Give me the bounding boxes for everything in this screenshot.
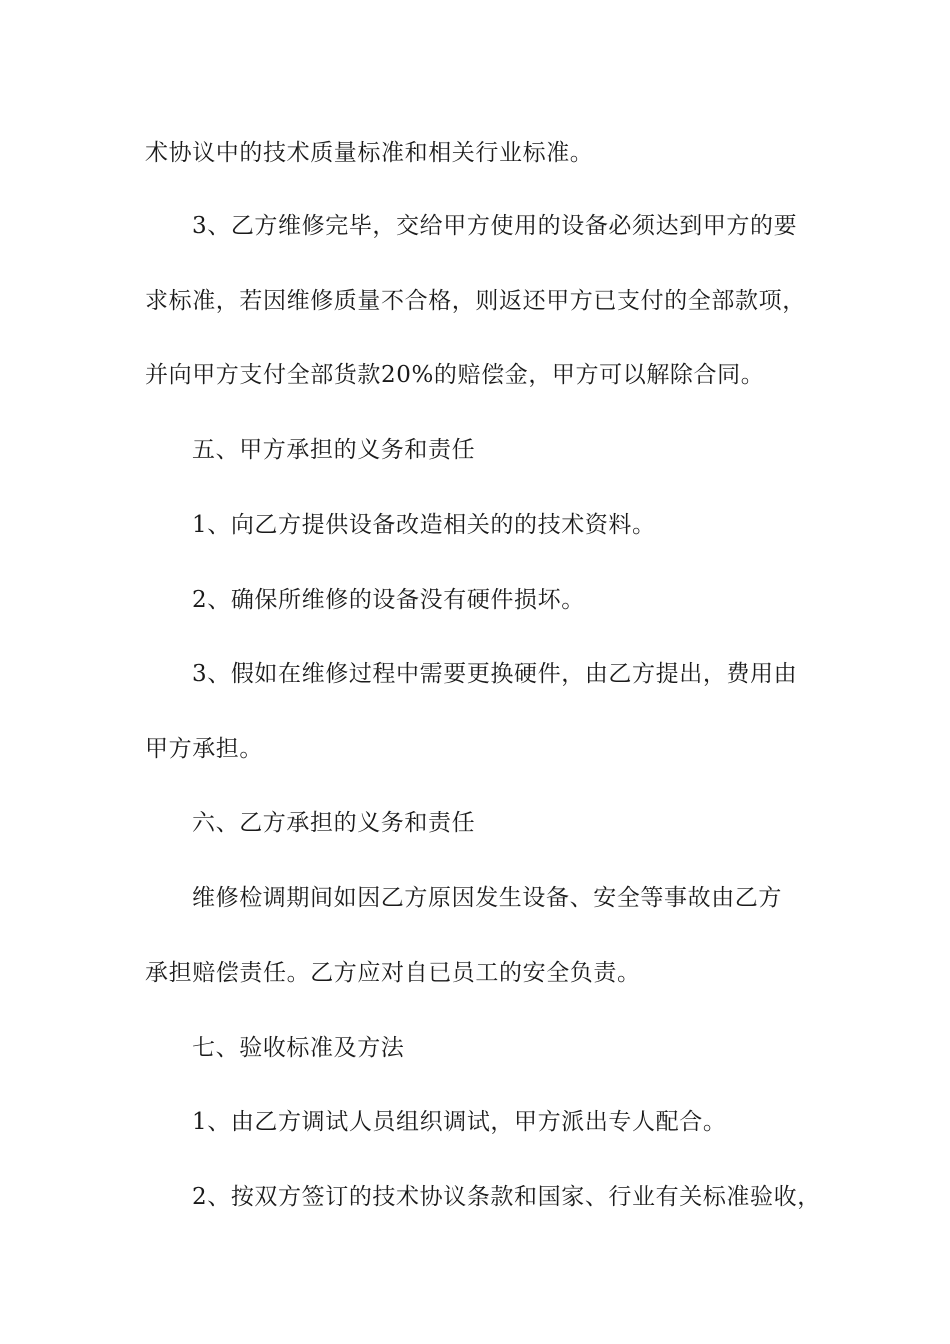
text-line: 求标准，若因维修质量不合格，则返还甲方已支付的全部款项， [145,288,806,314]
text-line: 术协议中的技术质量标准和相关行业标准。 [145,140,594,166]
text-line: 维修检调期间如因乙方原因发生设备、安全等事故由乙方 [192,885,782,911]
text-line: 1、向乙方提供设备改造相关的的技术资料。 [192,512,656,538]
section-heading: 七、验收标准及方法 [192,1035,405,1061]
text-line: 3、乙方维修完毕，交给甲方使用的设备必须达到甲方的要 [192,213,798,239]
text-line: 3、假如在维修过程中需要更换硬件，由乙方提出，费用由 [192,661,798,687]
text-line: 承担赔偿责任。乙方应对自已员工的安全负责。 [145,960,641,986]
text-line: 甲方承担。 [145,736,263,762]
section-heading: 五、甲方承担的义务和责任 [192,437,476,463]
text-line: 1、由乙方调试人员组织调试，甲方派出专人配合。 [192,1109,727,1135]
text-line: 2、按双方签订的技术协议条款和国家、行业有关标准验收， [192,1184,821,1210]
text-line: 并向甲方支付全部货款20%的赔偿金，甲方可以解除合同。 [145,362,765,388]
section-heading: 六、乙方承担的义务和责任 [192,810,476,836]
text-line: 2、确保所维修的设备没有硬件损坏。 [192,587,585,613]
